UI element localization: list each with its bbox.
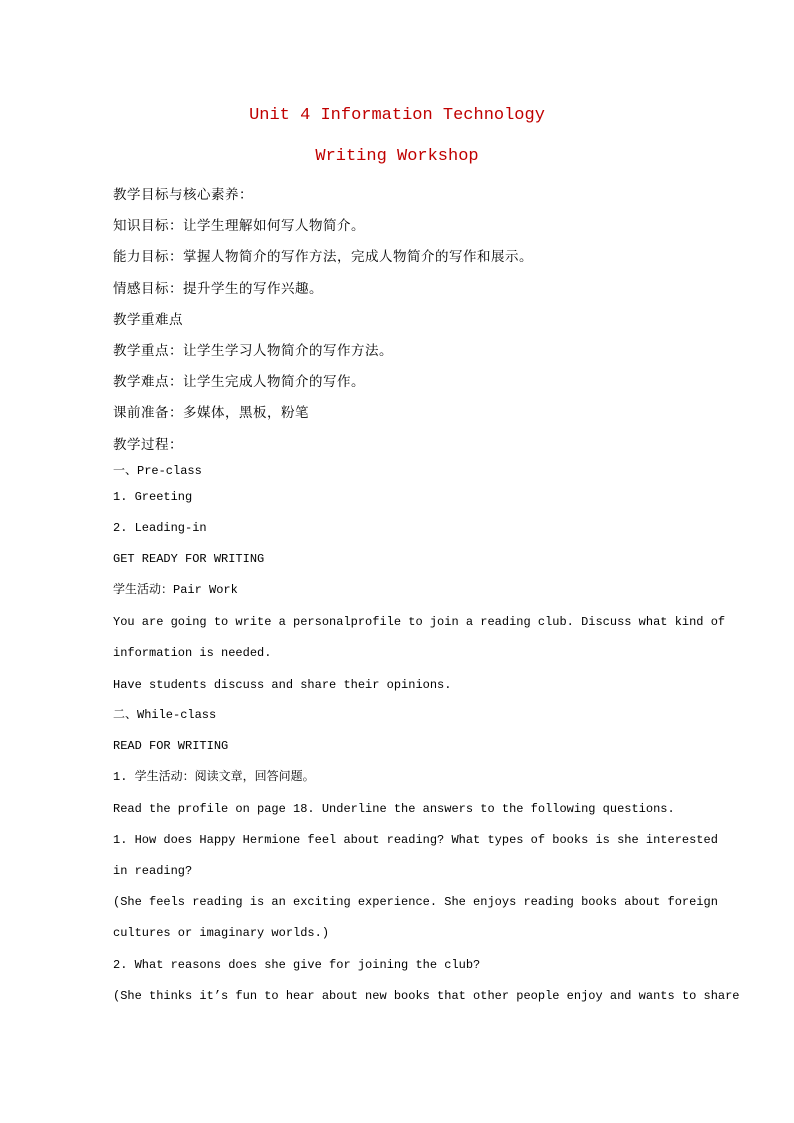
section-heading: 一、Pre-class <box>113 464 202 478</box>
answer-line: (She feels reading is an exciting experience. She enjoys reading books about foreign <box>113 895 718 909</box>
section-heading: 二、While-class <box>113 708 217 722</box>
section-heading: 教学重难点 <box>113 312 183 328</box>
text-line: GET READY FOR WRITING <box>113 552 265 566</box>
question-line: in reading? <box>113 864 193 878</box>
document-title: Unit 4 Information Technology <box>249 106 545 125</box>
text-line: information is needed. <box>113 646 272 660</box>
text-line: Read the profile on page 18. Underline the answers to the following questions. <box>113 802 675 816</box>
text-line: 2. Leading-in <box>113 521 207 535</box>
question-line: 2. What reasons does she give for joining the club? <box>113 958 481 972</box>
section-heading: 教学目标与核心素养： <box>113 187 253 203</box>
key-point: 教学重点：让学生学习人物简介的写作方法。 <box>113 343 393 359</box>
text-line: 1. 学生活动：阅读文章，回答问题。 <box>113 770 315 784</box>
text-line: 1. Greeting <box>113 490 193 504</box>
question-line: 1. How does Happy Hermione feel about reading? What types of books is she interested <box>113 833 718 847</box>
answer-line: cultures or imaginary worlds.) <box>113 926 330 940</box>
document-subtitle: Writing Workshop <box>315 147 479 166</box>
section-heading: 教学过程： <box>113 437 183 453</box>
answer-line: (She thinks it’s fun to hear about new books that other people enjoy and wants to share <box>113 989 740 1003</box>
objective-ability: 能力目标：掌握人物简介的写作方法，完成人物简介的写作和展示。 <box>113 249 533 265</box>
text-line: 学生活动：Pair Work <box>113 583 238 597</box>
objective-knowledge: 知识目标：让学生理解如何写人物简介。 <box>113 218 365 234</box>
text-line: You are going to write a personalprofile to join a reading club. Discuss what kind of <box>113 615 726 629</box>
text-line: READ FOR WRITING <box>113 739 229 753</box>
objective-emotion: 情感目标：提升学生的写作兴趣。 <box>113 281 323 297</box>
text-line: Have students discuss and share their opinions. <box>113 678 452 692</box>
difficult-point: 教学难点：让学生完成人物简介的写作。 <box>113 374 365 390</box>
preparation: 课前准备：多媒体，黑板，粉笔 <box>113 405 309 421</box>
